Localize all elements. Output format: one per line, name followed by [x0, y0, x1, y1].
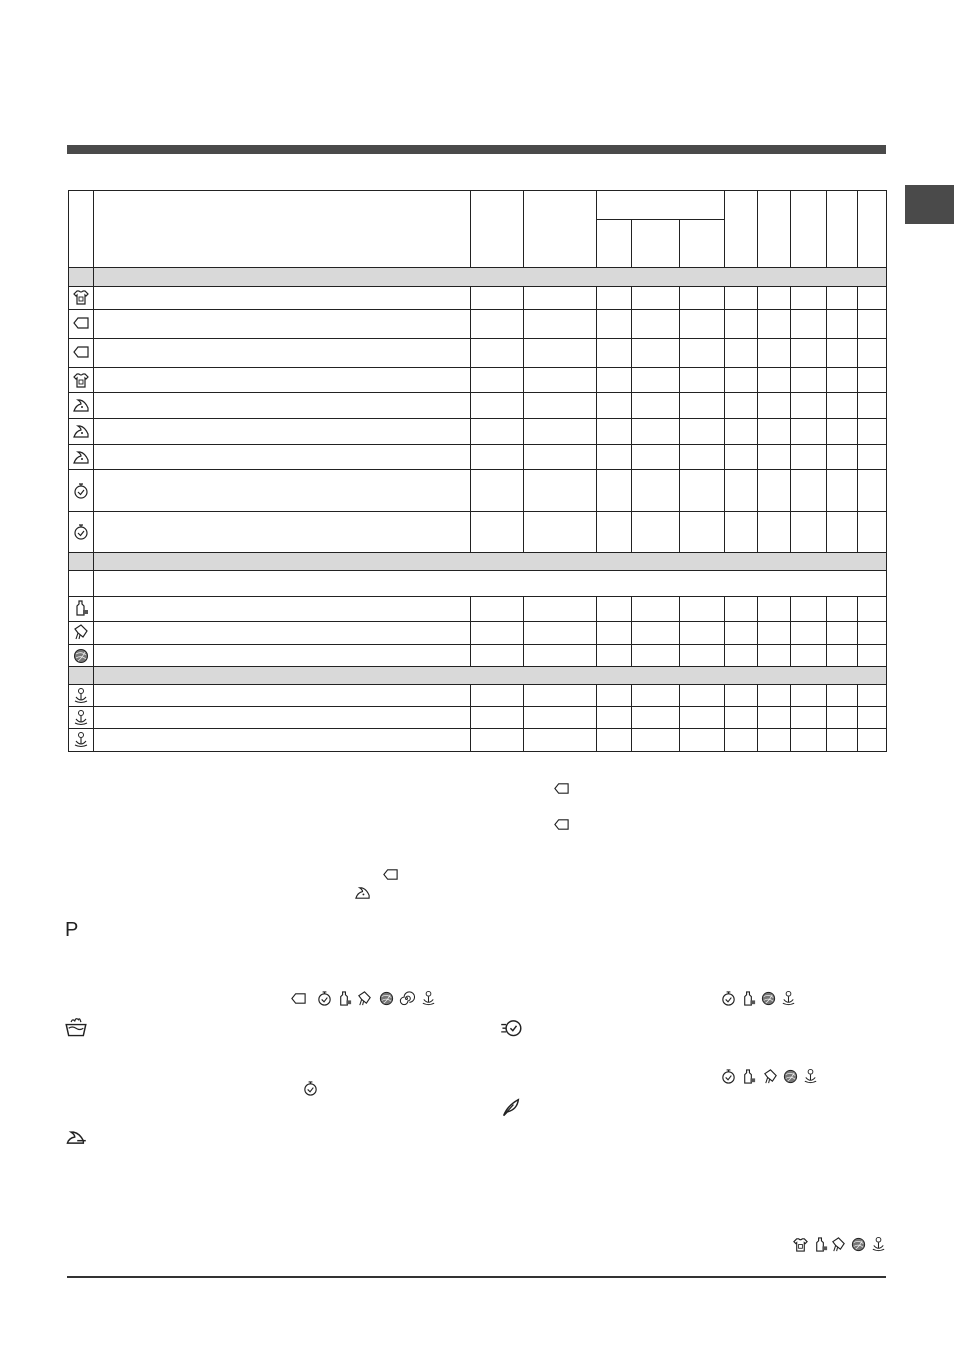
rinse-icon	[72, 687, 90, 705]
iron-icon	[72, 396, 90, 414]
shirt-icon	[72, 288, 90, 306]
tag-icon	[553, 816, 570, 833]
rinse-icon	[780, 990, 797, 1007]
rinse-icon	[72, 709, 90, 727]
table-group-header-partial	[68, 666, 886, 684]
table-group-header-cotton	[68, 267, 886, 286]
timer-icon	[720, 1068, 737, 1085]
bottle-icon	[740, 1068, 757, 1085]
wool-ball-icon	[782, 1068, 799, 1085]
fast-clock-icon	[500, 1016, 522, 1038]
iron-icon	[72, 422, 90, 440]
wash-tub-icon	[65, 1016, 87, 1038]
iron-icon	[72, 448, 90, 466]
timer-icon	[720, 990, 737, 1007]
bottle-icon	[72, 599, 90, 617]
wool-ball-icon	[760, 990, 777, 1007]
shirt-icon	[72, 371, 90, 389]
bottle-icon	[740, 990, 757, 1007]
rinse-icon	[72, 731, 90, 749]
timer-icon	[72, 482, 90, 500]
spiral-icon	[398, 990, 415, 1007]
scarf-icon	[830, 1236, 847, 1253]
timer-icon	[316, 990, 333, 1007]
table-group-header-special	[68, 552, 886, 570]
bottle-icon	[336, 990, 353, 1007]
iron-icon	[354, 884, 371, 901]
rinse-icon	[802, 1068, 819, 1085]
iron-press-icon	[65, 1126, 87, 1148]
tag-icon	[290, 990, 307, 1007]
timer-icon	[302, 1080, 319, 1097]
paragraph-letter: P	[65, 919, 79, 941]
footer-rule	[67, 1276, 886, 1278]
wool-ball-icon	[378, 990, 395, 1007]
wool-ball-icon	[850, 1236, 867, 1253]
bottle-icon	[812, 1236, 829, 1253]
feather-icon	[500, 1096, 522, 1118]
tag-icon	[382, 866, 399, 883]
tag-icon	[72, 314, 90, 332]
tag-icon	[72, 343, 90, 361]
shirt-icon	[792, 1236, 809, 1253]
wool-ball-icon	[72, 647, 90, 665]
timer-icon	[72, 523, 90, 541]
scarf-icon	[72, 623, 90, 641]
tag-icon	[553, 780, 570, 797]
scarf-icon	[762, 1068, 779, 1085]
rinse-icon	[420, 990, 437, 1007]
rinse-icon	[870, 1236, 887, 1253]
scarf-icon	[356, 990, 373, 1007]
